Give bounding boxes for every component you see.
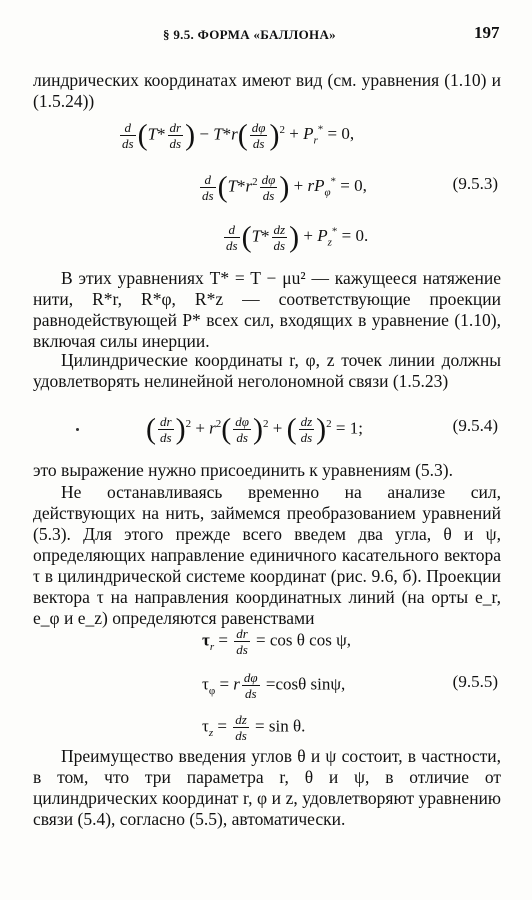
page-number: 197 xyxy=(474,23,500,42)
section-title: § 9.5. ФОРМА «БАЛЛОНА» xyxy=(163,27,336,42)
equation-9-5-3-line-1: $\frac{d}{ds}$ (T* $\frac{dr}{ds}$ ) − T*r( $\frac{d\varphi}{ds}$ )$^2 + P_r^* = 0$, xyxy=(122,118,355,152)
equation-number-9-5-5: (9.5.5) xyxy=(452,672,498,691)
paragraph-append: это выражение нужно присоединить к уравнениям (5.3). xyxy=(33,460,453,480)
equation-number-9-5-3: (9.5.3) xyxy=(452,174,498,193)
paragraph-constraint: Цилиндрические координаты r, φ, z точек линии должны удовлетворять нелинейной неголономной связи (1.5.23) xyxy=(33,350,501,391)
equation-9-5-5-line-2: $\tau_\varphi = r$ $\frac{d\varphi}{ds}$ =cosθ sinψ, (9.5.5) xyxy=(202,670,498,701)
equation-9-5-4: ( $\frac{dr}{ds}$ )$^2 + r^2$( $\frac{d\varphi}{ds}$ )$^2$ + ( $\frac{dz}{ds}$ )$^2$ = 1; (9.5.4) xyxy=(146,412,498,446)
paragraph-advantage: Преимущество введения углов θ и ψ состоит, в частности, в том, что три параметра r, θ и ψ, в отличие от цилиндрических координат r, φ и z, удовлетворяют уравнению связи (5.4), согласно (5.5), автоматически. xyxy=(33,746,501,829)
equation-9-5-3-line-2: $\frac{d}{ds}$ ($T*r^2$ $\frac{d\varphi}{ds}$ ) + $rP_\varphi^* = 0$, (9.5.3) xyxy=(202,170,498,204)
paragraph-tension: В этих уравнениях T* = T − μu² — кажущееся натяжение нити, R*r, R*φ, R*z — соответствующие проекции равнодействующей P* всех сил, входящих в уравнение (1.10), включая силы инерции. xyxy=(33,268,501,351)
paragraph-angles: Не останавливаясь временно на анализе сил, действующих на нить, займемся преобразованием уравнений (5.3). Для этого прежде всего введем два угла, θ и ψ, определяющих направление единичного касательного вектора τ в цилиндрической системе координат (рис. 9.6, б). Проекции вектора τ на направления координатных линий (на орты e_r, e_φ и e_z) определяются равенствами xyxy=(33,482,501,628)
equation-9-5-3-line-3: $\frac{d}{ds}$ (T* $\frac{dz}{ds}$ ) + $P_z^* = 0$. xyxy=(226,220,369,254)
running-header xyxy=(0,20,532,46)
equation-9-5-5-line-1: $\tau_r$ = $\frac{dr}{ds}$ = cos θ cos ψ, xyxy=(202,626,351,657)
equation-9-5-5-line-3: $\tau_z$ = $\frac{dz}{ds}$ = sin θ. xyxy=(202,712,306,743)
paragraph-intro: линдрических координатах имеют вид (см. уравнения (1.10) и (1.5.24)) xyxy=(33,70,501,111)
equation-number-9-5-4: (9.5.4) xyxy=(452,416,498,435)
